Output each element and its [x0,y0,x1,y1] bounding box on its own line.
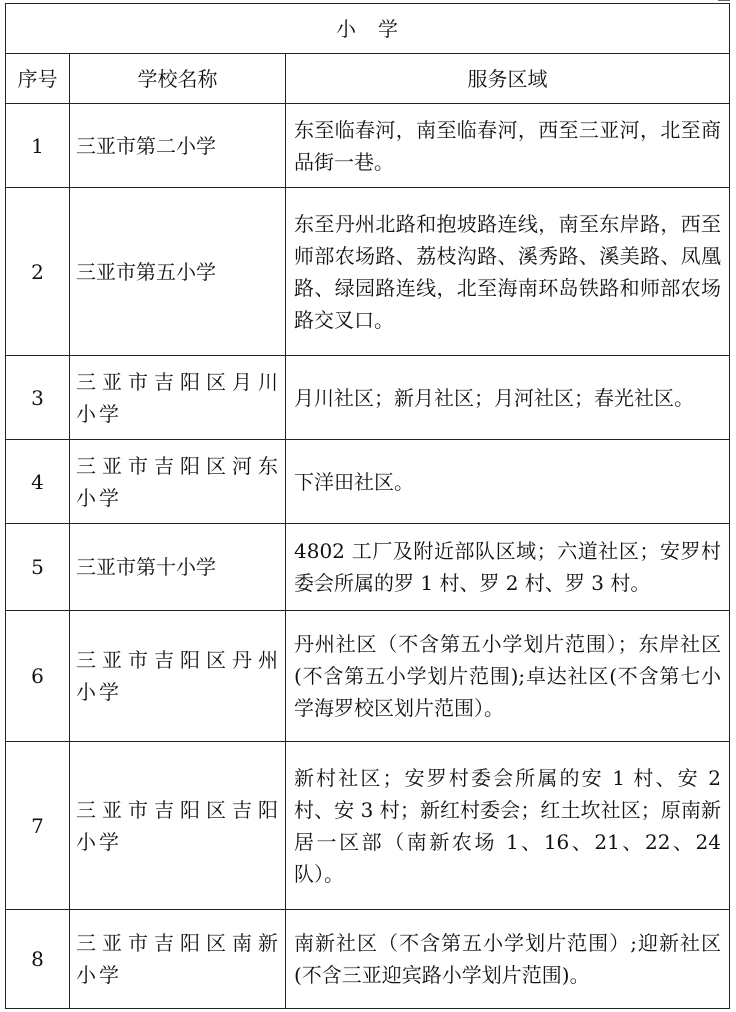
header-school: 学校名称 [70,54,286,104]
table-row [6,742,730,910]
table-row [6,611,730,742]
table-row [6,524,730,611]
row-num: 6 [6,611,70,742]
table-row [6,356,730,440]
row-num: 3 [6,356,70,440]
table-title: 小 学 [6,4,730,54]
service-area: 4802 工厂及附近部队区域；六道社区；安罗村委会所属的罗 1 村、罗 2 村、罗 3 村。 [286,524,730,611]
table-row [6,910,730,1009]
table-row [6,440,730,524]
table-row [6,188,730,356]
school-name: 三亚市第十小学 [70,524,286,611]
row-num: 5 [6,524,70,611]
table-row [6,104,730,188]
row-num: 8 [6,910,70,1009]
row-num: 7 [6,742,70,910]
service-area: 南新社区（不含第五小学划片范围）;迎新社区(不含三亚迎宾路小学划片范围)。 [286,910,730,1009]
service-area: 月川社区；新月社区；月河社区；春光社区。 [286,356,730,440]
service-area: 东至丹州北路和抱坡路连线，南至东岸路，西至师部农场路、荔枝沟路、溪秀路、溪美路、凤凰路、绿园路连线，北至海南环岛铁路和师部农场路交叉口。 [286,188,730,356]
row-num: 2 [6,188,70,356]
school-name: 三亚市吉阳区月川小学 [70,356,286,440]
school-name: 三亚市第二小学 [70,104,286,188]
row-num: 4 [6,440,70,524]
service-area: 下洋田社区。 [286,440,730,524]
service-area: 丹州社区（不含第五小学划片范围）；东岸社区(不含第五小学划片范围);卓达社区(不含第七小学海罗校区划片范围）。 [286,611,730,742]
service-area: 东至临春河，南至临春河，西至三亚河，北至商品街一巷。 [286,104,730,188]
title-row [6,4,730,54]
service-area: 新村社区；安罗村委会所属的安 1 村、安 2 村、安 3 村；新红村委会；红土坎社区；原南新居一区部（南新农场 1、16、21、22、24 队）。 [286,742,730,910]
header-row [6,54,730,104]
school-district-table [5,3,730,1009]
header-num: 序号 [6,54,70,104]
school-name: 三亚市吉阳区河东小学 [70,440,286,524]
school-name: 三亚市第五小学 [70,188,286,356]
school-name: 三亚市吉阳区吉阳小学 [70,742,286,910]
row-num: 1 [6,104,70,188]
school-name: 三亚市吉阳区南新小学 [70,910,286,1009]
school-name: 三亚市吉阳区丹州小学 [70,611,286,742]
header-area: 服务区域 [286,54,730,104]
